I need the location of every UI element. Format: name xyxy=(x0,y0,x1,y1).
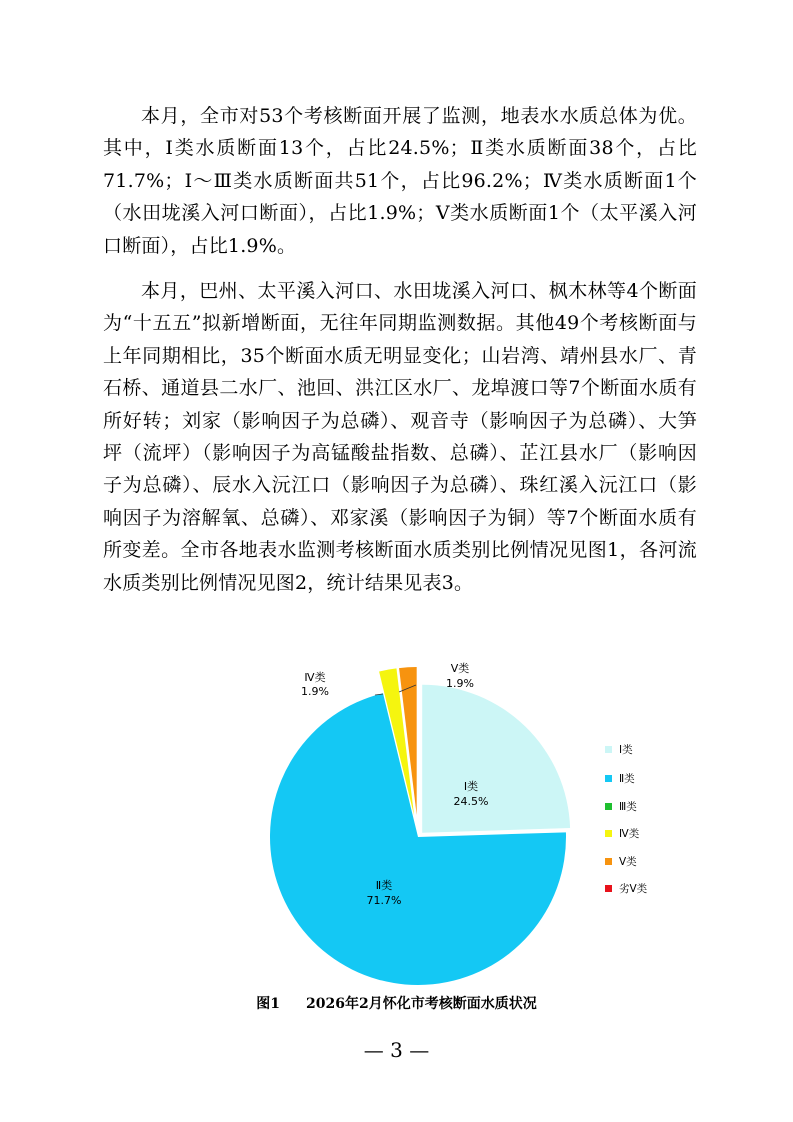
chart-legend xyxy=(605,743,648,895)
pie-slice-class-i xyxy=(422,685,570,833)
legend-label-class-iv: Ⅳ类 xyxy=(619,828,640,840)
water-quality-pie-chart xyxy=(240,652,700,990)
legend-swatch-class-worse-v xyxy=(605,885,612,892)
legend-swatch-class-iii xyxy=(605,803,612,810)
slice-value-class-ii: 71.7% xyxy=(366,894,402,907)
page-number: — 3 — xyxy=(363,1038,430,1062)
slice-value-class-v: 1.9% xyxy=(446,677,474,690)
legend-label-class-v: Ⅴ类 xyxy=(619,856,637,868)
slice-value-class-i: 24.5% xyxy=(453,795,489,808)
slice-label-class-v: Ⅴ类 xyxy=(450,662,470,675)
figure-caption xyxy=(0,993,793,1013)
legend-label-class-iii: Ⅲ类 xyxy=(619,801,637,813)
legend-label-class-worse-v: 劣Ⅴ类 xyxy=(619,883,648,895)
paragraph-comparison: 本月，巴州、太平溪入河口、水田垅溪入河口、枫木林等4个断面为“十五五”拟新增断面，无往年同期监测数据。其他49个考核断面与上年同期相比，35个断面水质无明显变化；山岩湾、靖州县水厂、青石桥、通道县二水厂、池回、洪江区水厂、龙埠渡口等7个断面水质有所好转；刘家（影响因子为总磷）、观音寺（影响因子为总磷）、大笋坪（流坪）（影响因子为高锰酸盐指数、总磷）、芷江县水厂（影响因子为总磷）、辰水入沅江口（影响因子为总磷）、珠红溪入沅江口（影响因子为溶解氧、总磷）、邓家溪（影响因子为铜）等7个断面水质有所变差。全市各地表水监测考核断面水质类别比例情况见图1，各河流水质类别比例情况见图2，统计结果见表3。 xyxy=(103,280,697,594)
legend-label-class-ii: Ⅱ类 xyxy=(619,773,635,785)
legend-label-class-i: Ⅰ类 xyxy=(619,744,633,756)
slice-label-class-iv: Ⅳ类 xyxy=(304,671,326,684)
legend-swatch-class-iv xyxy=(605,830,612,837)
figure-number: 图1 xyxy=(256,996,281,1012)
slice-value-class-iv: 1.9% xyxy=(301,685,329,698)
slice-label-class-ii: Ⅱ类 xyxy=(375,879,393,892)
figure-title: 2026年2月怀化市考核断面水质状况 xyxy=(306,996,537,1012)
legend-swatch-class-i xyxy=(605,746,612,753)
slice-label-class-i: Ⅰ类 xyxy=(463,780,479,793)
paragraph-summary: 本月，全市对53个考核断面开展了监测，地表水水质总体为优。其中，Ⅰ类水质断面13个，占比24.5%；Ⅱ类水质断面38个，占比71.7%；Ⅰ～Ⅲ类水质断面共51个，占比96.2%；Ⅳ类水质断面1个（水田垅溪入河口断面），占比1.9%；Ⅴ类水质断面1个（太平溪入河口断面），占比1.9%。 xyxy=(103,105,697,257)
legend-swatch-class-v xyxy=(605,858,612,865)
legend-swatch-class-ii xyxy=(605,775,612,782)
